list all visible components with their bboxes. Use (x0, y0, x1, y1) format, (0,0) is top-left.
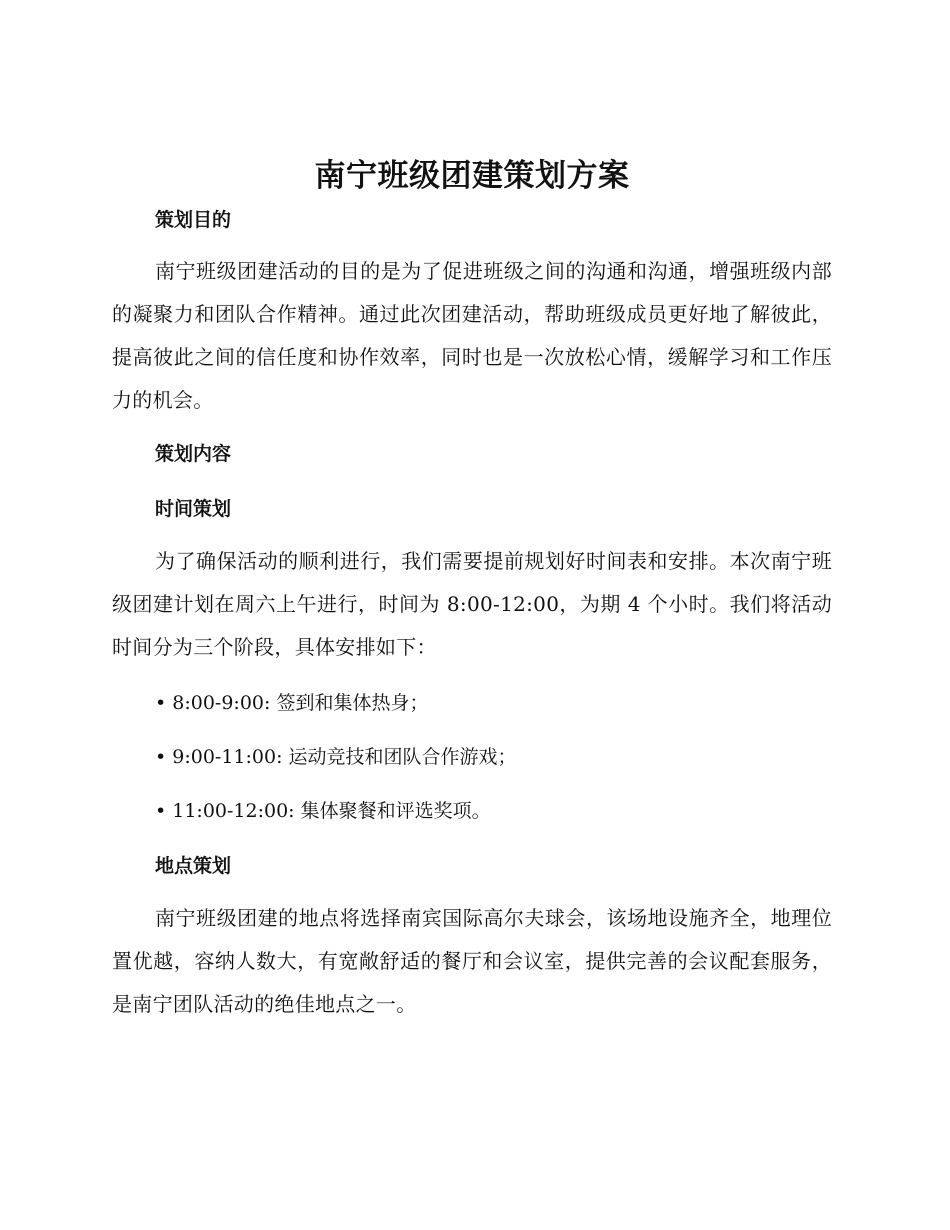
paragraph-time: 为了确保活动的顺利进行，我们需要提前规划好时间表和安排。本次南宁班级团建计划在周六上午进行，时间为 8:00-12:00，为期 4 个小时。我们将活动时间分为三个阶段，具体安排如下： (112, 549, 832, 659)
heading-location: 地点策划 (155, 855, 232, 877)
heading-content: 策划内容 (155, 443, 232, 465)
schedule-item-3: • 11:00-12:00: 集体聚餐和评选奖项。 (155, 800, 491, 822)
document-page (112, 150, 832, 1026)
heading-purpose: 策划目的 (155, 209, 232, 231)
document-title: 南宁班级团建策划方案 (314, 158, 630, 194)
schedule-item-1: • 8:00-9:00: 签到和集体热身； (155, 692, 429, 714)
paragraph-location: 南宁班级团建的地点将选择南宾国际高尔夫球会，该场地设施齐全，地理位置优越，容纳人数大，有宽敞舒适的餐厅和会议室，提供完善的会议配套服务，是南宁团队活动的绝佳地点之一。 (112, 906, 832, 1016)
schedule-item-2: • 9:00-11:00: 运动竞技和团队合作游戏； (155, 746, 517, 768)
paragraph-purpose: 南宁班级团建活动的目的是为了促进班级之间的沟通和沟通，增强班级内部的凝聚力和团队合作精神。通过此次团建活动，帮助班级成员更好地了解彼此，提高彼此之间的信任度和协作效率，同时也是一次放松心情，缓解学习和工作压力的机会。 (112, 259, 832, 412)
heading-time: 时间策划 (155, 498, 232, 520)
